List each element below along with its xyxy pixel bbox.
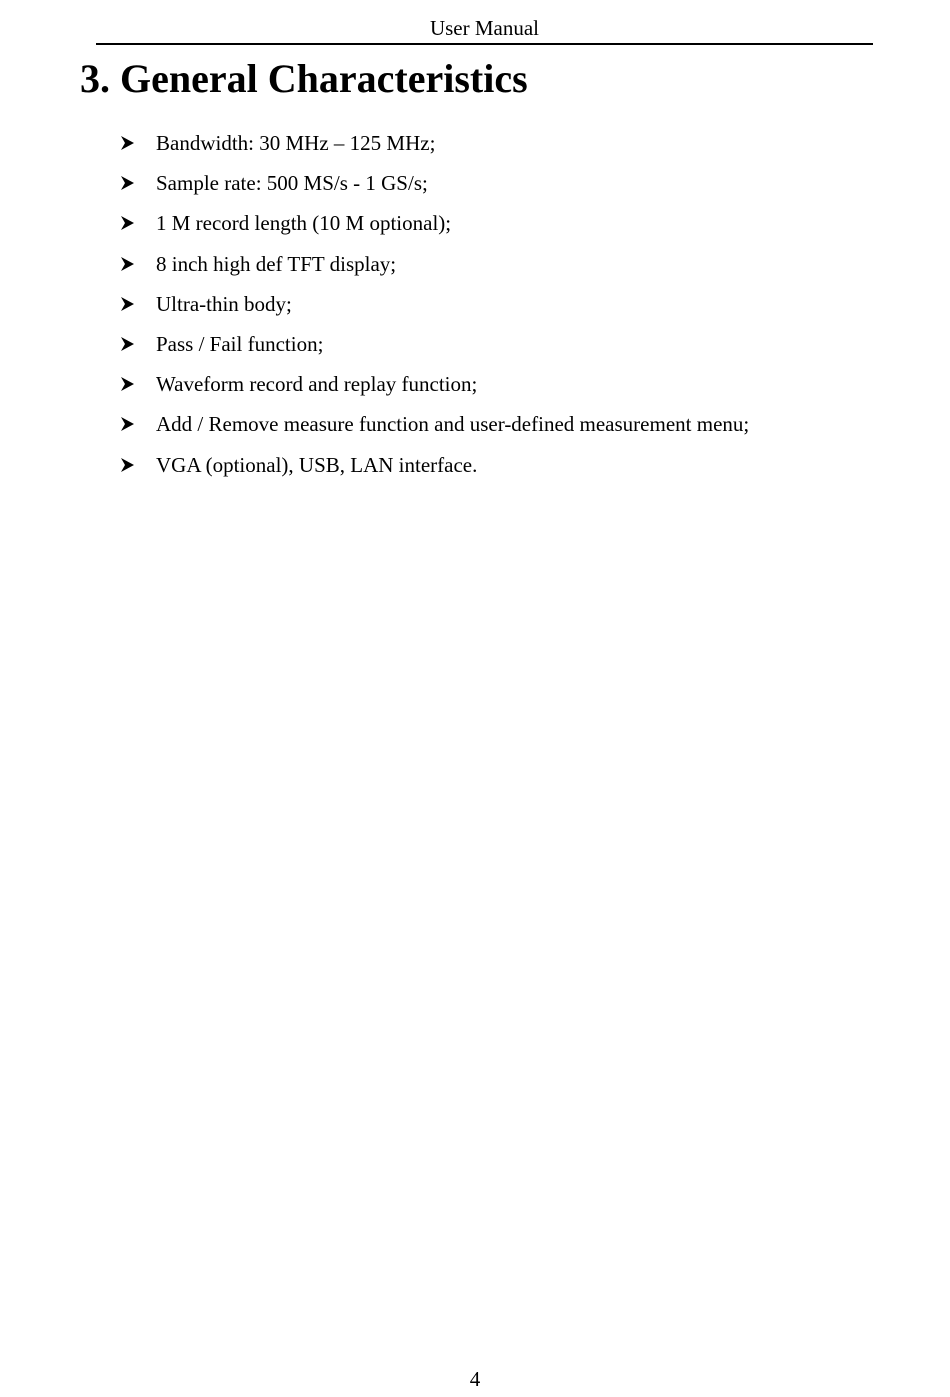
running-header: User Manual	[96, 14, 873, 45]
arrow-right-icon	[118, 335, 136, 353]
page-number: 4	[469, 1367, 481, 1391]
arrow-right-icon	[118, 415, 136, 433]
arrow-right-icon	[118, 295, 136, 313]
section-title: 3. General Characteristics	[80, 56, 528, 101]
arrow-right-icon	[118, 255, 136, 273]
list-item-text: Add / Remove measure function and user-defined measurement menu;	[156, 412, 750, 437]
list-item-text: Waveform record and replay function;	[156, 372, 478, 397]
arrow-right-icon	[118, 375, 136, 393]
arrow-right-icon	[118, 134, 136, 152]
arrow-right-icon	[118, 456, 136, 474]
list-item-text: Sample rate: 500 MS/s - 1 GS/s;	[156, 171, 428, 196]
list-item-text: 8 inch high def TFT display;	[156, 251, 397, 276]
list-item-text: VGA (optional), USB, LAN interface.	[156, 452, 478, 477]
arrow-right-icon	[118, 174, 136, 192]
list-item-text: Pass / Fail function;	[156, 331, 324, 356]
list-item-text: Bandwidth: 30 MHz – 125 MHz;	[156, 131, 436, 155]
list-item-text: Ultra-thin body;	[156, 291, 292, 316]
arrow-right-icon	[118, 214, 136, 232]
list-item-text: 1 M record length (10 M optional);	[156, 211, 452, 236]
